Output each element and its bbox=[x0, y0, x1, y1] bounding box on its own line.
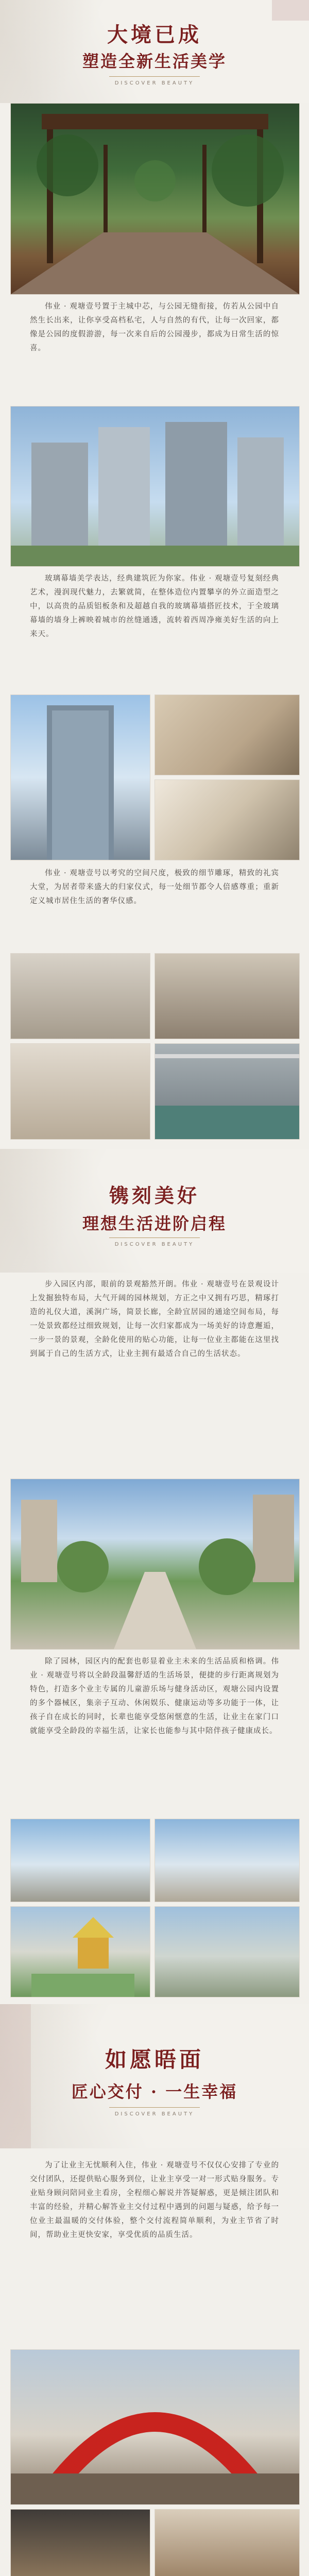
entrance-photo bbox=[154, 953, 300, 1039]
arch-photo bbox=[10, 2349, 300, 2505]
red-accent-bar bbox=[0, 2004, 31, 2148]
section-subtitle-1: 塑造全新生活美学 bbox=[82, 52, 227, 71]
section-title-1: 大境已成 bbox=[107, 23, 202, 47]
facade-paragraph: 玻璃幕墙美学表达，经典建筑匠为你家。伟业 · 观塘壹号复刻经典艺术，漫润现代魅力，去繁就简，在整体造位内置攀享的外立面造型之中，以高贵的品质铝板条和及超越自我的玻璃幕墙搭匠技术，于全玻璃幕墙的墙身上裤映着城市的丝缝通透，流转着西周净雍美好生活的向上来天。 bbox=[30, 574, 279, 638]
landscape-paragraph: 步入园区内部，眼前的景观豁然开朗。伟业 · 观塘壹号在景观设计上发掘独特布局，大气开阔的园林规划，方正之中又拥有巧思，精琢打造的礼仪大道，溪涧广场，简景长廊，全龄宜居园的通途空间布局，每一处景致都经过细致规划，让每一次归家都成为一场美好的诗意邂逅，一步一景的景观，全龄化使用的贴心功能，让每一位业主都能在这里找到属于自己的生活方式，让业主拥有最适合自己的生活状态。 bbox=[30, 1280, 279, 1358]
glass-tower-illustration bbox=[11, 695, 150, 860]
garden-illustration bbox=[11, 1479, 299, 1649]
community-photo-2 bbox=[154, 1819, 300, 1902]
intro-paragraph: 伟业 · 观塘壹号置于主城中芯，与公园无缝衔接，仿若从公园中自然生长出来，让你享受高档私宅，人与自然的有代，让每一次回家，都像是公园的度假游游，每一次来自后的公园漫步，都成为日常生活的惊喜。 bbox=[30, 302, 279, 352]
section-subtitle-3: 匠心交付 · 一生幸福 bbox=[71, 2082, 238, 2102]
section-title-3: 如愿晤面 bbox=[105, 2047, 204, 2072]
red-accent-bar bbox=[272, 0, 309, 21]
garden-path-photo bbox=[10, 1479, 300, 1650]
checkin-photo bbox=[10, 2509, 150, 2576]
lobby-photo-2 bbox=[154, 779, 300, 860]
english-tag-3: DISCOVER BEAUTY bbox=[114, 2111, 195, 2117]
glass-tower-photo bbox=[10, 694, 150, 860]
divider bbox=[109, 2107, 200, 2108]
playground-photo bbox=[10, 1906, 150, 1997]
mailbox-photo bbox=[10, 1043, 150, 1140]
divider bbox=[109, 76, 200, 77]
section-subtitle-2: 理想生活进阶启程 bbox=[82, 1214, 227, 1233]
tower-photo bbox=[10, 406, 300, 567]
playground-illustration bbox=[11, 1907, 150, 1997]
garage-photo bbox=[154, 1043, 300, 1140]
facilities-paragraph: 除了园林，园区内的配套也彰显着业主未来的生活品质和格调。伟业 · 观塘壹号将以全龄段温馨舒适的生活场景，便捷的步行距离规划为特色，打造多个业主专属的儿童游乐场与健身活动区，观塘公园内设置的多个器械区，集亲子互动、休闲娱乐、健康运动等多功能于一体，让孩子自在成长的同时，长辈也能享受悠闲惬意的生活，让业主在家门口就能享受全龄段的幸福生活，让家长也能参与其中陪伴孩子健康成长。 bbox=[30, 1657, 279, 1735]
towers-illustration bbox=[11, 406, 299, 566]
garage-illustration bbox=[155, 1044, 299, 1139]
hero-banner-3 bbox=[0, 2004, 309, 2148]
community-photo-1 bbox=[10, 1819, 150, 1902]
arch-illustration bbox=[11, 2350, 299, 2504]
english-tag-1: DISCOVER BEAUTY bbox=[114, 80, 195, 86]
section-title-2: 镌刻美好 bbox=[109, 1184, 200, 1207]
english-tag-2: DISCOVER BEAUTY bbox=[114, 1242, 195, 1247]
lobby-photo-1 bbox=[154, 694, 300, 775]
corridor-photo bbox=[10, 103, 300, 295]
lobby-paragraph: 伟业 · 观塘壹号以考究的空间尺度，极致的细节雕琢，精致的礼宾大堂，为居者带来盛大的归家仪式，每一处细节都令人倍感尊重；重新定义城市居住生活的奢华仪感。 bbox=[30, 869, 279, 905]
fitness-photo bbox=[154, 1906, 300, 1997]
elevator-hall-photo bbox=[10, 953, 150, 1039]
corridor-illustration bbox=[11, 104, 299, 294]
delivery-paragraph: 为了让业主无忧顺利入住，伟业 · 观塘壹号不仅仅心安排了专业的交付团队，还提供贴心服务到位，让业主享受一对一形式贴身服务。专业贴身顾问陪同业主看房，全程细心解说并答疑解惑，更是倾注团队和丰富的经验，并精心解答业主交付过程中遇到的问题与疑惑，给予每一位业主最温暖的交付体验，整个交付流程简单顺利，为业主节省了时间，帮助业主更快安家，享受优质的品质生活。 bbox=[30, 2161, 279, 2239]
service-photo bbox=[154, 2509, 300, 2576]
